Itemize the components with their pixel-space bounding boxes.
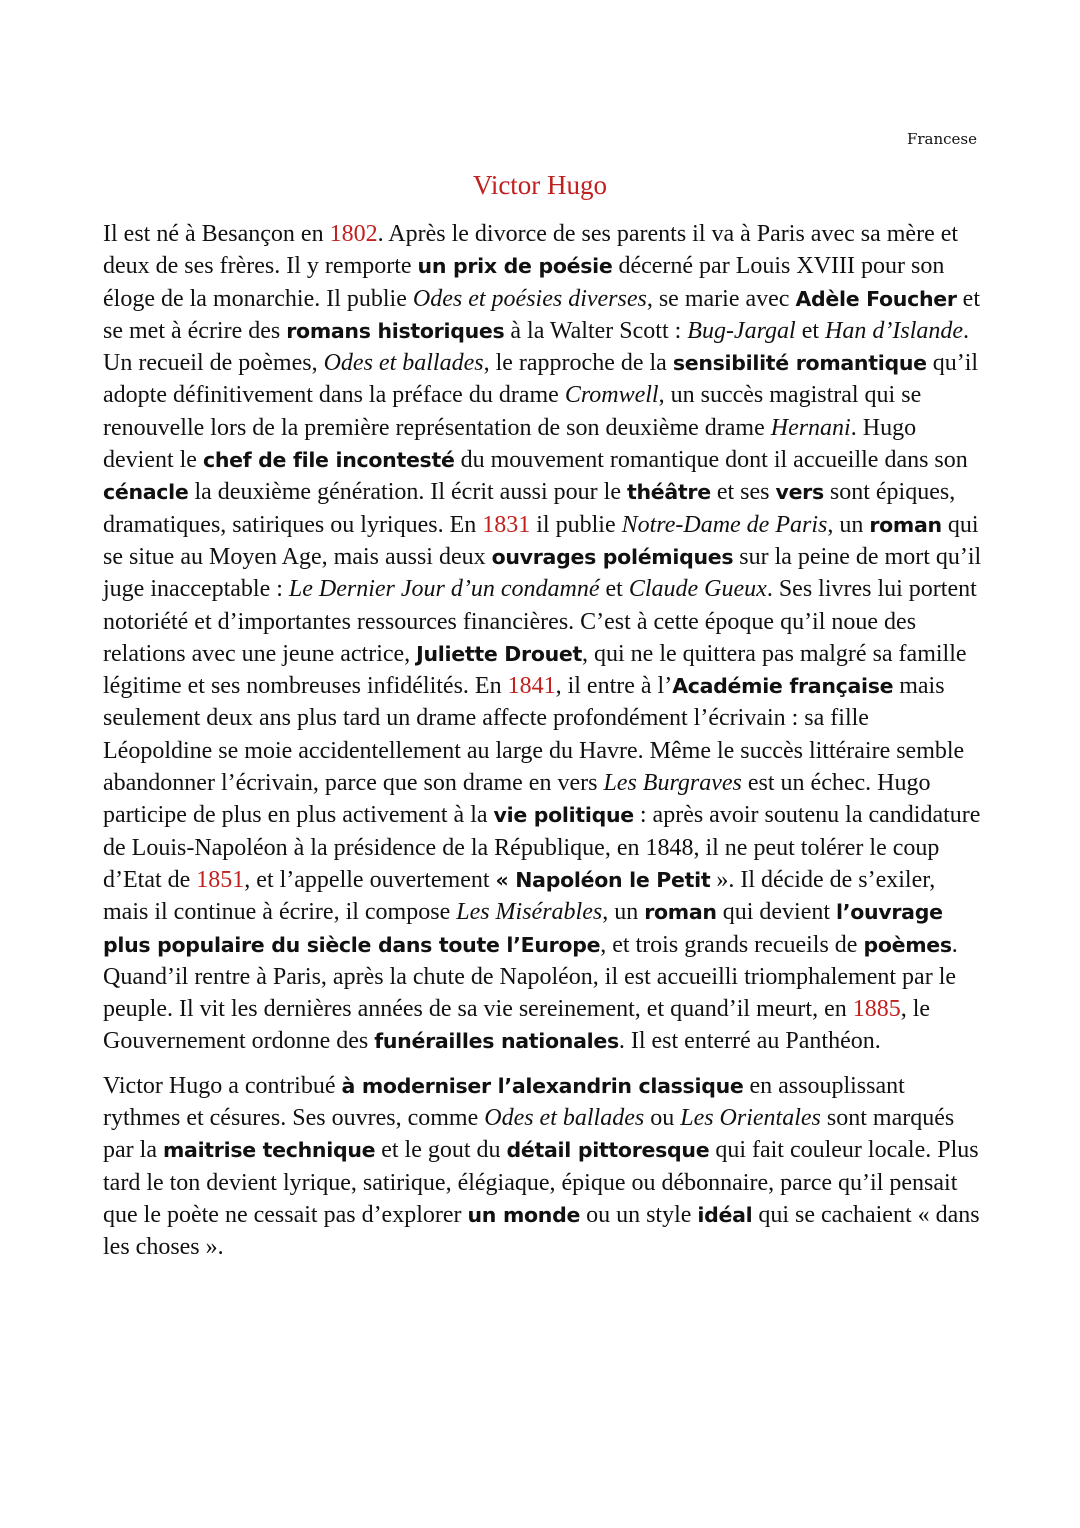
- text-run: . Après le divorce de ses parents il va à Paris avec sa mère et deux de ses frères. Il y remporte: [103, 221, 959, 280]
- year-run: 1841: [507, 673, 556, 700]
- italic-run: Claude Gueux: [628, 576, 767, 603]
- text-run: en assouplissant rythmes et césures. Ses ouvres, comme: [103, 1072, 905, 1132]
- text-run: , le rapproche de la: [483, 350, 673, 377]
- text-run: qu’il adopte définitivement dans la préface du drame: [103, 350, 979, 409]
- text-run: qui devient: [716, 899, 837, 926]
- text-run: qui se situe au Moyen Age, mais aussi deux: [103, 511, 979, 570]
- bold-run: Adèle Foucher: [795, 286, 957, 311]
- text-run: et se met à écrire des: [103, 285, 980, 344]
- text-run: . Hugo devient le: [103, 414, 917, 474]
- bold-run: roman: [644, 900, 717, 925]
- bold-run: vie politique: [493, 803, 634, 828]
- text-run: , le Gouvernement ordonne des: [103, 996, 931, 1055]
- italic-run: Les Orientales: [680, 1105, 821, 1132]
- italic-run: Cromwell: [564, 382, 659, 409]
- italic-run: Bug-Jargal: [687, 317, 796, 344]
- text-run: , et l’appelle ouvertement: [244, 866, 496, 893]
- text-run: est un échec. Hugo participe de plus en plus activement à la: [103, 770, 931, 829]
- text-run: et: [795, 317, 826, 344]
- italic-run: Odes et ballades: [323, 350, 484, 377]
- italic-run: Hernani: [770, 414, 851, 441]
- bold-run: Académie française: [672, 674, 894, 699]
- text-run: , il entre à l’: [555, 673, 673, 700]
- bold-run: chef de file incontesté: [202, 448, 455, 473]
- bold-run: ouvrages polémiques: [491, 544, 734, 569]
- bold-run: un monde: [467, 1202, 581, 1227]
- text-run: . Il est enterré au Panthéon.: [618, 1028, 881, 1055]
- year-run: 1802: [329, 221, 378, 247]
- text-run: à la Walter Scott :: [504, 317, 688, 344]
- bold-run: maitrise technique: [162, 1138, 376, 1163]
- text-run: et ses: [710, 479, 776, 506]
- bold-run: vers: [775, 480, 824, 505]
- bold-run: l’ouvrage plus populaire du siècle dans toute l’Europe: [103, 900, 943, 957]
- text-run: sont marqués par la: [103, 1105, 955, 1164]
- italic-run: Les Misérables: [456, 899, 603, 926]
- italic-run: Le Dernier Jour d’un condamné: [288, 576, 600, 603]
- text-run: mais seulement deux ans plus tard un drame affecte profondément l’écrivain : sa fille Léopoldine se moie accidentellement au large du Havre. Même le succès littéraire semble abandonner l’écrivain, parce que son drame en vers: [103, 673, 965, 797]
- year-run: 1851: [196, 866, 245, 893]
- text-run: ou un style: [580, 1201, 698, 1228]
- year-run: 1831: [482, 511, 531, 538]
- bold-run: théâtre: [626, 480, 711, 505]
- text-run: la deuxième génération. Il écrit aussi pour le: [188, 479, 627, 506]
- text-run: . Un recueil de poèmes,: [103, 317, 970, 377]
- italic-run: Les Burgraves: [603, 770, 742, 797]
- italic-run: Notre-Dame de Paris: [621, 511, 828, 538]
- paragraph-style: [103, 1070, 983, 1264]
- bold-run: détail pittoresque: [506, 1138, 710, 1163]
- text-run: sur la peine de mort qu’il juge inacceptable :: [103, 543, 982, 603]
- text-run: et le gout du: [375, 1137, 507, 1164]
- text-run: décerné par Louis XVIII pour son éloge de la monarchie. Il publie: [103, 253, 945, 312]
- paragraph-biography: [103, 218, 983, 1058]
- page-title: Victor Hugo: [472, 170, 608, 200]
- text-run: : après avoir soutenu la candidature de Louis-Napoléon à la présidence de la République, en 1848, il ne peut tolérer le coup d’Etat de: [103, 802, 981, 893]
- bold-run: poèmes: [863, 932, 952, 957]
- text-run: , un succès magistral qui se renouvelle lors de la première représentation de son deuxième drame: [103, 382, 922, 441]
- bold-run: roman: [869, 512, 942, 537]
- year-run: 1885: [852, 996, 901, 1023]
- bold-run: à moderniser l’alexandrin classique: [341, 1073, 744, 1098]
- bold-run: funérailles nationales: [374, 1029, 619, 1054]
- text-run: il publie: [530, 511, 622, 538]
- text-run: , se marie avec: [646, 285, 796, 312]
- text-run: qui se cachaient « dans les choses ».: [103, 1201, 980, 1261]
- subject-label: Francese: [906, 130, 977, 148]
- text-run: et: [599, 576, 629, 603]
- document-body: [103, 218, 983, 1264]
- bold-run: idéal: [697, 1202, 753, 1227]
- text-run: ou: [644, 1105, 681, 1132]
- text-run: Il est né à Besançon en: [103, 221, 330, 247]
- bold-run: un prix de poésie: [417, 254, 613, 279]
- text-run: . Ses livres lui portent notoriété et d’importantes ressources financières. C’est à cette époque qu’il noue des relations avec une jeune actrice,: [103, 576, 977, 667]
- text-run: Victor Hugo a contribué: [103, 1072, 342, 1099]
- bold-run: sensibilité romantique: [672, 351, 927, 376]
- text-run: , un: [602, 899, 645, 926]
- bold-run: romans historiques: [286, 318, 505, 343]
- italic-run: Han d’Islande: [825, 317, 964, 344]
- text-run: . Quand’il rentre à Paris, après la chute de Napoléon, il est accueilli triomphalement par le peuple. Il vit les dernières années de sa vie sereinement, et quand’il meurt, en: [103, 931, 958, 1023]
- text-run: , qui ne le quittera pas malgré sa famille légitime et ses nombreuses infidélités. En: [103, 640, 967, 700]
- text-run: qui fait couleur locale. Plus tard le ton devient lyrique, satirique, élégiaque, épique ou débonnaire, parce qu’il pensait que le poète ne cessait pas d’explorer: [103, 1137, 979, 1228]
- text-run: , et trois grands recueils de: [600, 931, 864, 958]
- text-run: du mouvement romantique dont il accueille dans son: [454, 447, 968, 474]
- italic-run: Odes et poésies diverses: [412, 285, 647, 312]
- bold-run: cénacle: [103, 480, 189, 505]
- bold-run: Juliette Drouet: [416, 641, 582, 666]
- text-run: ». Il décide de s’exiler, mais il continue à écrire, il compose: [103, 866, 936, 926]
- italic-run: Odes et ballades: [484, 1105, 645, 1132]
- text-run: sont épiques, dramatiques, satiriques ou lyriques. En: [103, 479, 956, 538]
- text-run: , un: [827, 511, 870, 538]
- bold-run: « Napoléon le Petit: [495, 867, 711, 892]
